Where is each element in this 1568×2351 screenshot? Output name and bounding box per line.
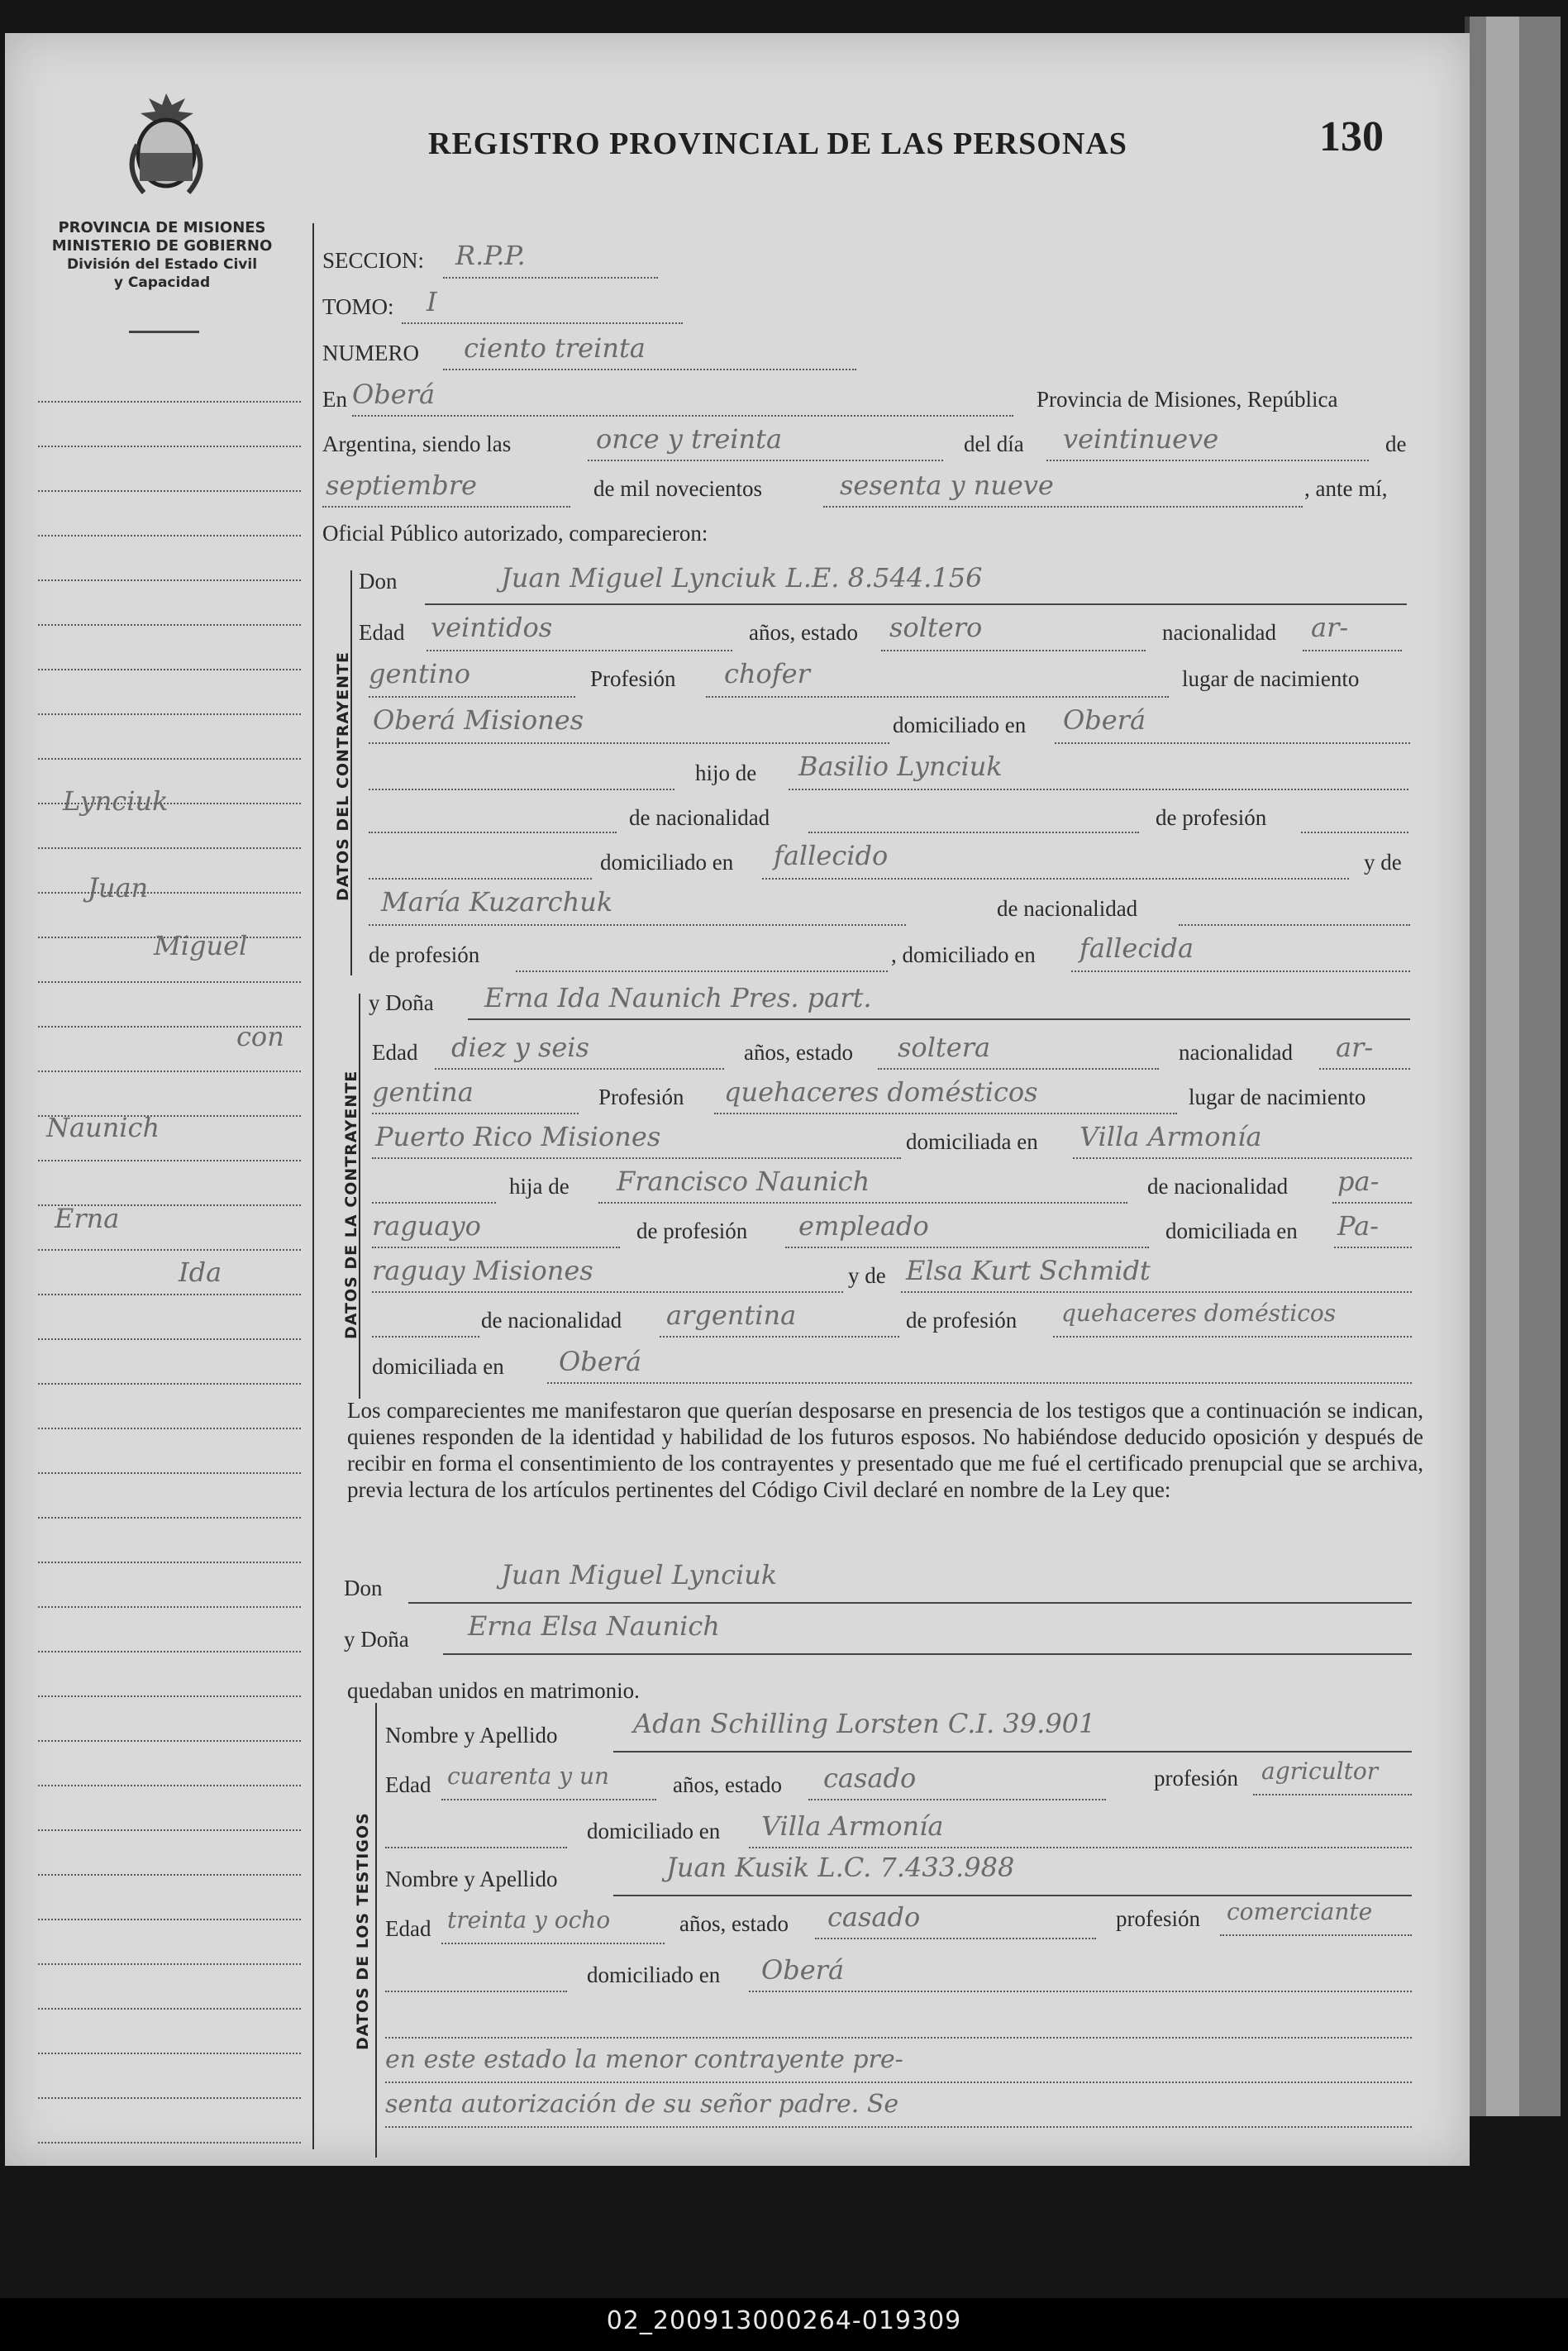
bride-mother-nationality: argentina	[666, 1299, 797, 1331]
margin-rule	[38, 847, 301, 849]
margin-rule	[38, 1919, 301, 1920]
don-label: Don	[359, 569, 398, 594]
domiciliado-label: domiciliado en	[893, 713, 1027, 737]
bride-mother-profession: quehaceres domésticos	[1061, 1299, 1337, 1327]
seccion-label: SECCION:	[322, 248, 425, 273]
margin-note: Erna	[55, 1203, 120, 1234]
profesion-label: profesión	[1116, 1906, 1200, 1931]
bride-nationality: ar-	[1336, 1032, 1374, 1063]
bride-father-nationality-cont: raguayo	[372, 1210, 481, 1242]
don-label: Don	[344, 1576, 383, 1600]
bride-father-address: Pa-	[1337, 1210, 1379, 1242]
oficial-label: Oficial Público autorizado, comparecieron:	[322, 521, 708, 546]
margin-rule	[38, 1428, 301, 1429]
y-dona-label: y Doña	[369, 990, 434, 1015]
domiciliado-label: , domiciliado en	[891, 942, 1036, 967]
edad-label: Edad	[385, 1916, 431, 1941]
de-nacionalidad-label: de nacionalidad	[1147, 1174, 1289, 1199]
witness1-address: Villa Armonía	[761, 1810, 944, 1842]
del-dia-label: del día	[964, 432, 1024, 456]
agency-line: y Capacidad	[113, 274, 211, 291]
y-de-label: y de	[1364, 850, 1402, 875]
agency-line: PROVINCIA DE MISIONES	[58, 219, 266, 236]
ante-mi-label: , ante mí,	[1304, 476, 1388, 501]
domiciliada-label: domiciliada en	[372, 1354, 504, 1379]
margin-rule	[38, 1740, 301, 1742]
domiciliado-label: domiciliado en	[600, 850, 734, 875]
margin-rule	[38, 1160, 301, 1161]
hijo-de-label: hijo de	[695, 761, 757, 785]
note-line: en este estado la menor contrayente pre-	[385, 2045, 903, 2074]
de-mil-label: de mil novecientos	[593, 476, 762, 501]
groom-nationality: ar-	[1311, 612, 1349, 643]
margin-rule	[38, 1829, 301, 1831]
en-label: En	[322, 387, 347, 412]
tomo-label: TOMO:	[322, 294, 394, 319]
margin-rule	[38, 1383, 301, 1385]
margin-rule	[38, 1517, 301, 1519]
bride-father-profession: empleado	[798, 1210, 929, 1242]
groom-nationality-cont: gentino	[369, 658, 470, 689]
tomo-value: I	[427, 286, 437, 317]
y-de-label: y de	[848, 1263, 886, 1288]
bride-age: diez y seis	[451, 1032, 589, 1063]
edad-label: Edad	[372, 1040, 418, 1065]
margin-rule	[38, 2142, 301, 2144]
de-label: de	[1385, 432, 1407, 456]
margin-rule	[38, 1562, 301, 1563]
y-dona-label: y Doña	[344, 1627, 409, 1652]
margin-rule	[38, 1785, 301, 1786]
father-address: fallecido	[774, 840, 889, 871]
profesion-label: Profesión	[598, 1085, 684, 1109]
margin-rule	[38, 892, 301, 894]
hora-value: once y treinta	[596, 423, 783, 455]
de-profesion-label: de profesión	[636, 1218, 748, 1243]
margin-rule	[38, 1472, 301, 1474]
nombre-apellido-label: Nombre y Apellido	[385, 1867, 558, 1891]
anos-estado-label: años, estado	[749, 620, 858, 645]
margin-rule	[38, 1695, 301, 1697]
margin-rule	[38, 401, 301, 403]
page-number: 130	[1319, 113, 1384, 160]
margin-rule	[38, 1963, 301, 1965]
profesion-label: Profesión	[590, 666, 676, 691]
register-page	[5, 33, 1470, 2166]
hija-de-label: hija de	[509, 1174, 570, 1199]
domiciliada-label: domiciliada en	[1165, 1218, 1298, 1243]
lugar-nac-label: lugar de nacimiento	[1182, 666, 1360, 691]
provincia-label: Provincia de Misiones, República	[1037, 387, 1338, 412]
de-nacionalidad-label: de nacionalidad	[629, 805, 770, 830]
declared-groom: Juan Miguel Lynciuk	[501, 1559, 778, 1590]
bride-address: Villa Armonía	[1079, 1121, 1262, 1152]
groom-father: Basilio Lynciuk	[798, 751, 1003, 782]
side-label-groom: DATOS DEL CONTRAYENTE	[334, 651, 352, 901]
anos-estado-label: años, estado	[679, 1911, 789, 1936]
de-profesion-label: de profesión	[1156, 805, 1267, 830]
groom-age: veintidos	[431, 612, 553, 643]
margin-rule	[38, 1071, 301, 1072]
groom-birthplace: Oberá Misiones	[373, 704, 584, 736]
statement-paragraph: Los comparecientes me manifestaron que querían desposarse en presencia de los testigos que a continuación se indican, quienes responden de la identidad y habilidad de los futuros esposos. No habiéndose deducido oposición y después de recibir en forma el consentimiento de los contrayentes y presentado que me fué el certificado prenupcial que se archiva, previa lectura de los artículos pertinentes del Código Civil declaré en nombre de la Ley que:	[347, 1398, 1423, 1502]
witness2-name: Juan Kusik L.C. 7.433.988	[666, 1852, 1015, 1883]
margin-rule	[38, 624, 301, 626]
lugar-nac-label: lugar de nacimiento	[1189, 1085, 1366, 1109]
lugar-value: Oberá	[352, 379, 436, 410]
witness1-status: casado	[823, 1762, 917, 1794]
bride-nationality-cont: gentina	[372, 1076, 474, 1108]
witness2-profession: comerciante	[1227, 1898, 1373, 1925]
margin-rule	[38, 713, 301, 715]
groom-name: Juan Miguel Lynciuk L.E. 8.544.156	[501, 562, 983, 594]
domiciliada-label: domiciliada en	[906, 1129, 1038, 1154]
profesion-label: profesión	[1154, 1766, 1238, 1791]
groom-profession: chofer	[724, 658, 810, 689]
margin-note: Naunich	[46, 1112, 160, 1143]
bride-name: Erna Ida Naunich Pres. part.	[484, 982, 872, 1013]
margin-rule	[38, 669, 301, 670]
margin-rule	[38, 535, 301, 536]
margin-note: Ida	[179, 1257, 222, 1288]
witness1-profession: agricultor	[1261, 1757, 1379, 1785]
margin-rule	[38, 1338, 301, 1340]
side-label-witnesses: DATOS DE LOS TESTIGOS	[354, 1812, 372, 2050]
margin-rule	[38, 1294, 301, 1295]
bride-father: Francisco Naunich	[617, 1166, 870, 1197]
bride-profession: quehaceres domésticos	[724, 1076, 1038, 1108]
margin-rule	[38, 1651, 301, 1652]
declared-bride: Erna Elsa Naunich	[468, 1610, 720, 1642]
margin-note: Juan	[88, 872, 149, 904]
agency-line: MINISTERIO DE GOBIERNO	[51, 237, 273, 255]
quedaban-text: quedaban unidos en matrimonio.	[347, 1678, 640, 1703]
margin-note: con	[236, 1021, 284, 1052]
de-profesion-label: de profesión	[906, 1308, 1018, 1333]
margin-rule	[38, 579, 301, 581]
margin-rule	[38, 1874, 301, 1876]
coat-of-arms-icon	[121, 87, 212, 203]
bride-status: soltera	[898, 1032, 991, 1063]
scan-id: 02_200913000264-019309	[606, 2306, 962, 2335]
page-title: REGISTRO PROVINCIAL DE LAS PERSONAS	[428, 126, 1127, 161]
margin-rule	[38, 758, 301, 760]
margin-rule	[38, 1249, 301, 1251]
margin-rule	[38, 2053, 301, 2054]
witness1-name: Adan Schilling Lorsten C.I. 39.901	[633, 1708, 1096, 1739]
ano-value: sesenta y nueve	[840, 470, 1054, 501]
margin-rule	[38, 1606, 301, 1608]
witness2-address: Oberá	[761, 1954, 845, 1986]
margin-note: Miguel	[154, 930, 248, 961]
side-label-bride: DATOS DE LA CONTRAYENTE	[342, 1070, 360, 1339]
bride-mother: Elsa Kurt Schmidt	[906, 1255, 1151, 1286]
nacionalidad-label: nacionalidad	[1162, 620, 1276, 645]
domiciliado-label: domiciliado en	[587, 1819, 721, 1843]
groom-address: Oberá	[1063, 704, 1146, 736]
de-nacionalidad-label: de nacionalidad	[997, 896, 1138, 921]
note-line: senta autorización de su señor padre. Se	[385, 2090, 899, 2119]
witness2-age: treinta y ocho	[447, 1906, 611, 1934]
seccion-value: R.P.P.	[455, 240, 526, 271]
scan-footer	[0, 2298, 1568, 2351]
margin-rule	[38, 446, 301, 447]
bride-father-nationality: pa-	[1337, 1166, 1380, 1197]
edad-label: Edad	[359, 620, 405, 645]
mother-address: fallecida	[1079, 932, 1194, 964]
agency-block	[21, 219, 303, 292]
groom-mother: María Kuzarchuk	[381, 886, 613, 918]
dia-value: veintinueve	[1063, 423, 1219, 455]
numero-value: ciento treinta	[464, 332, 646, 364]
edad-label: Edad	[385, 1772, 431, 1797]
nacionalidad-label: nacionalidad	[1179, 1040, 1293, 1065]
margin-rule	[38, 490, 301, 492]
argentina-label: Argentina, siendo las	[322, 432, 512, 456]
bride-birthplace: Puerto Rico Misiones	[375, 1121, 661, 1152]
witness2-status: casado	[827, 1901, 921, 1933]
margin-rule	[38, 981, 301, 983]
bride-father-address-cont: raguay Misiones	[372, 1255, 593, 1286]
de-nacionalidad-label: de nacionalidad	[481, 1308, 622, 1333]
margin-rule	[38, 2008, 301, 2010]
margin-rule	[38, 2097, 301, 2099]
nombre-apellido-label: Nombre y Apellido	[385, 1723, 558, 1748]
groom-status: soltero	[889, 612, 983, 643]
de-profesion-label: de profesión	[369, 942, 480, 967]
domiciliado-label: domiciliado en	[587, 1962, 721, 1987]
agency-line: División del Estado Civil	[66, 256, 258, 273]
book-edge	[1465, 17, 1561, 2116]
numero-label: NUMERO	[322, 341, 420, 365]
anos-estado-label: años, estado	[673, 1772, 782, 1797]
mes-value: septiembre	[326, 470, 477, 501]
witness1-age: cuarenta y un	[447, 1762, 610, 1790]
margin-note: Lynciuk	[63, 785, 169, 817]
anos-estado-label: años, estado	[744, 1040, 853, 1065]
bride-mother-address: Oberá	[559, 1346, 642, 1377]
